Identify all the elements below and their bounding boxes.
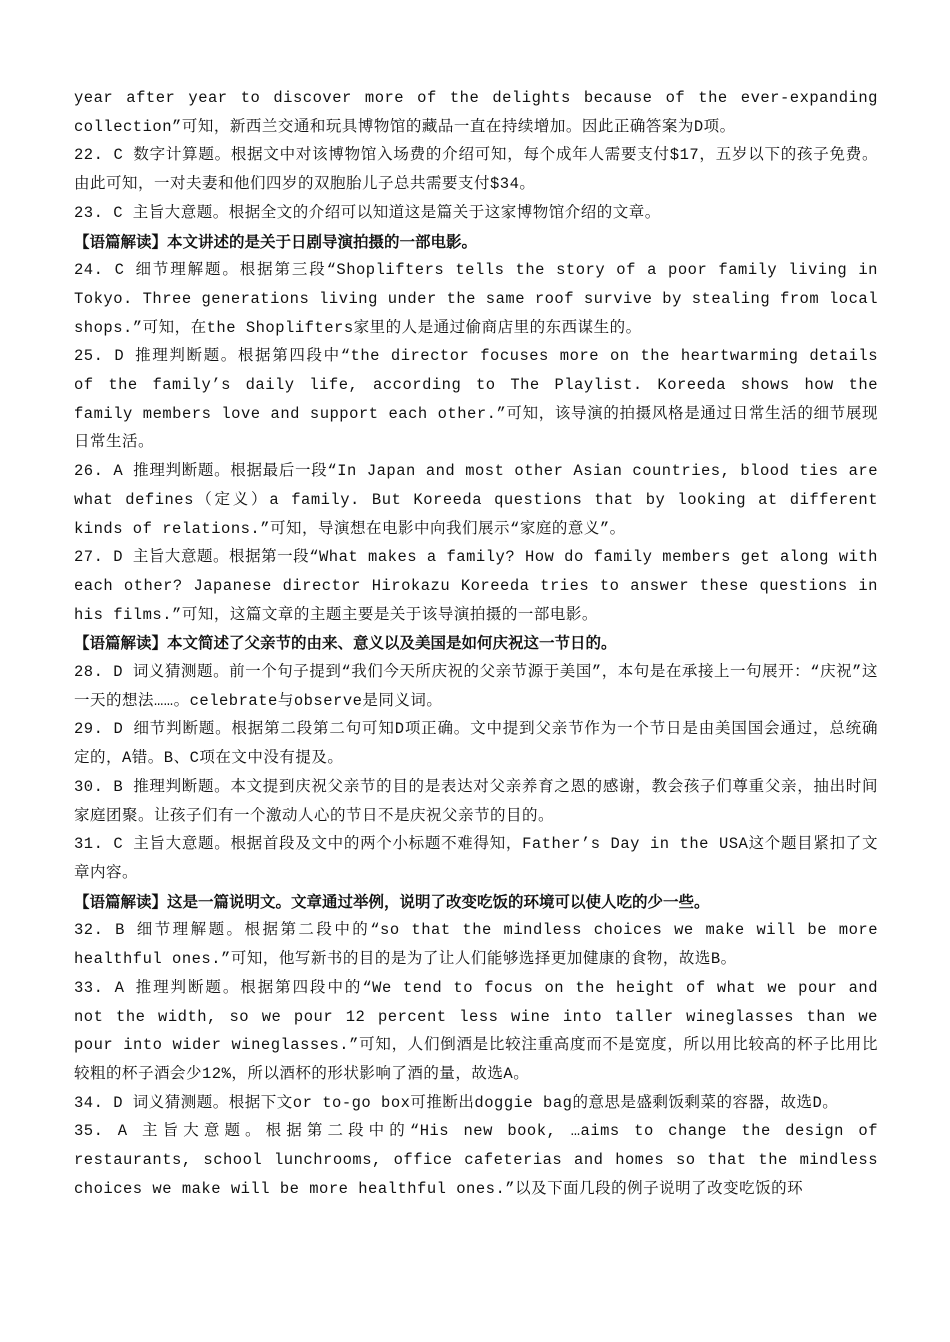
answer-34: 34. D 词义猜测题。根据下文or to-go box可推断出doggie bag的意思是盛剩饭剩菜的容器，故选D。 <box>74 1093 839 1112</box>
passage-summary-header: 【语篇解读】这是一篇说明文。文章通过举例，说明了改变吃饭的环境可以使人吃的少一些。 <box>74 891 710 911</box>
answer-35: 35. A 主旨大意题。根据第二段中的“His new book, …aims to change the design of restaurants, school lunchrooms, office cafeterias and homes so that the mindless choices we make will be more healthful ones.”以及下面几段的例子说明了改变吃饭的环 <box>74 1122 878 1198</box>
passage-summary-header: 【语篇解读】本文简述了父亲节的由来、意义以及美国是如何庆祝这一节日的。 <box>74 633 617 653</box>
answer-28: 28. D 词义猜测题。前一个句子提到“我们今天所庆祝的父亲节源于美国”，本句是在承接上一句展开：“庆祝”这一天的想法……。celebrate与observe是同义词。 <box>74 663 878 710</box>
answer-22: 22. C 数字计算题。根据文中对该博物馆入场费的介绍可知，每个成年人需要支付$17，五岁以下的孩子免费。由此可知，一对夫妻和他们四岁的双胞胎儿子总共需要支付$34。 <box>74 146 878 194</box>
answer-33: 33. A 推理判断题。根据第四段中的“We tend to focus on the height of what we pour and not the width, so we pour 12 percent less wine into taller wineglasses than we pour into wider wineglasses.”可知，人们倒酒是比较注重高度而不是宽度，所以用比较高的杯子比用比较粗的杯子酒会少12%，所以酒杯的形状影响了酒的量，故选A。 <box>74 978 878 1083</box>
answer-23: 23. C 主旨大意题。根据全文的介绍可以知道这是篇关于这家博物馆介绍的文章。 <box>74 203 661 222</box>
passage-summary-header: 【语篇解读】本文讲述的是关于日剧导演拍摄的一部电影。 <box>74 231 478 251</box>
answer-32: 32. B 细节理解题。根据第二段中的“so that the mindless choices we make will be more healthful ones.”可知，他写新书的目的是为了让人们能够选择更加健康的食物，故选B。 <box>74 921 878 969</box>
answer-29: 29. D 细节判断题。根据第二段第二句可知D项正确。文中提到父亲节作为一个节日是由美国国会通过，总统确定的，A错。B、C项在文中没有提及。 <box>74 720 878 768</box>
answer-explanations-page <box>74 84 878 1203</box>
answer-24: 24. C 细节理解题。根据第三段“Shoplifters tells the story of a poor family living in Tokyo. Three generations living under the same roof survive by stealing from local shops.”可知，在the Shoplifters家里的人是通过偷商店里的东西谋生的。 <box>74 261 878 337</box>
paragraph-continuation: year after year to discover more of the delights because of the ever-expanding collection”可知，新西兰交通和玩具博物馆的藏品一直在持续增加。因此正确答案为D项。 <box>74 89 878 136</box>
answer-31: 31. C 主旨大意题。根据首段及文中的两个小标题不难得知，Father’s Day in the USA这个题目紧扣了文章内容。 <box>74 835 878 882</box>
answer-30: 30. B 推理判断题。本文提到庆祝父亲节的目的是表达对父亲养育之恩的感谢，教会孩子们尊重父亲，抽出时间家庭团聚。让孩子们有一个激动人心的节日不是庆祝父亲节的目的。 <box>74 777 878 825</box>
answer-27: 27. D 主旨大意题。根据第一段“What makes a family? How do family members get along with each other? Japanese director Hirokazu Koreeda tries to answer these questions in his films.”可知，这篇文章的主题主要是关于该导演拍摄的一部电影。 <box>74 548 878 624</box>
answer-26: 26. A 推理判断题。根据最后一段“In Japan and most other Asian countries, blood ties are what defines（定义）a family. But Koreeda questions that by looking at different kinds of relations.”可知，导演想在电影中向我们展示“家庭的意义”。 <box>74 462 878 538</box>
answer-25: 25. D 推理判断题。根据第四段中“the director focuses more on the heartwarming details of the family’s daily life, according to The Playlist. Koreeda shows how the family members love and support each other.”可知，该导演的拍摄风格是通过日常生活的细节展现日常生活。 <box>74 347 878 452</box>
